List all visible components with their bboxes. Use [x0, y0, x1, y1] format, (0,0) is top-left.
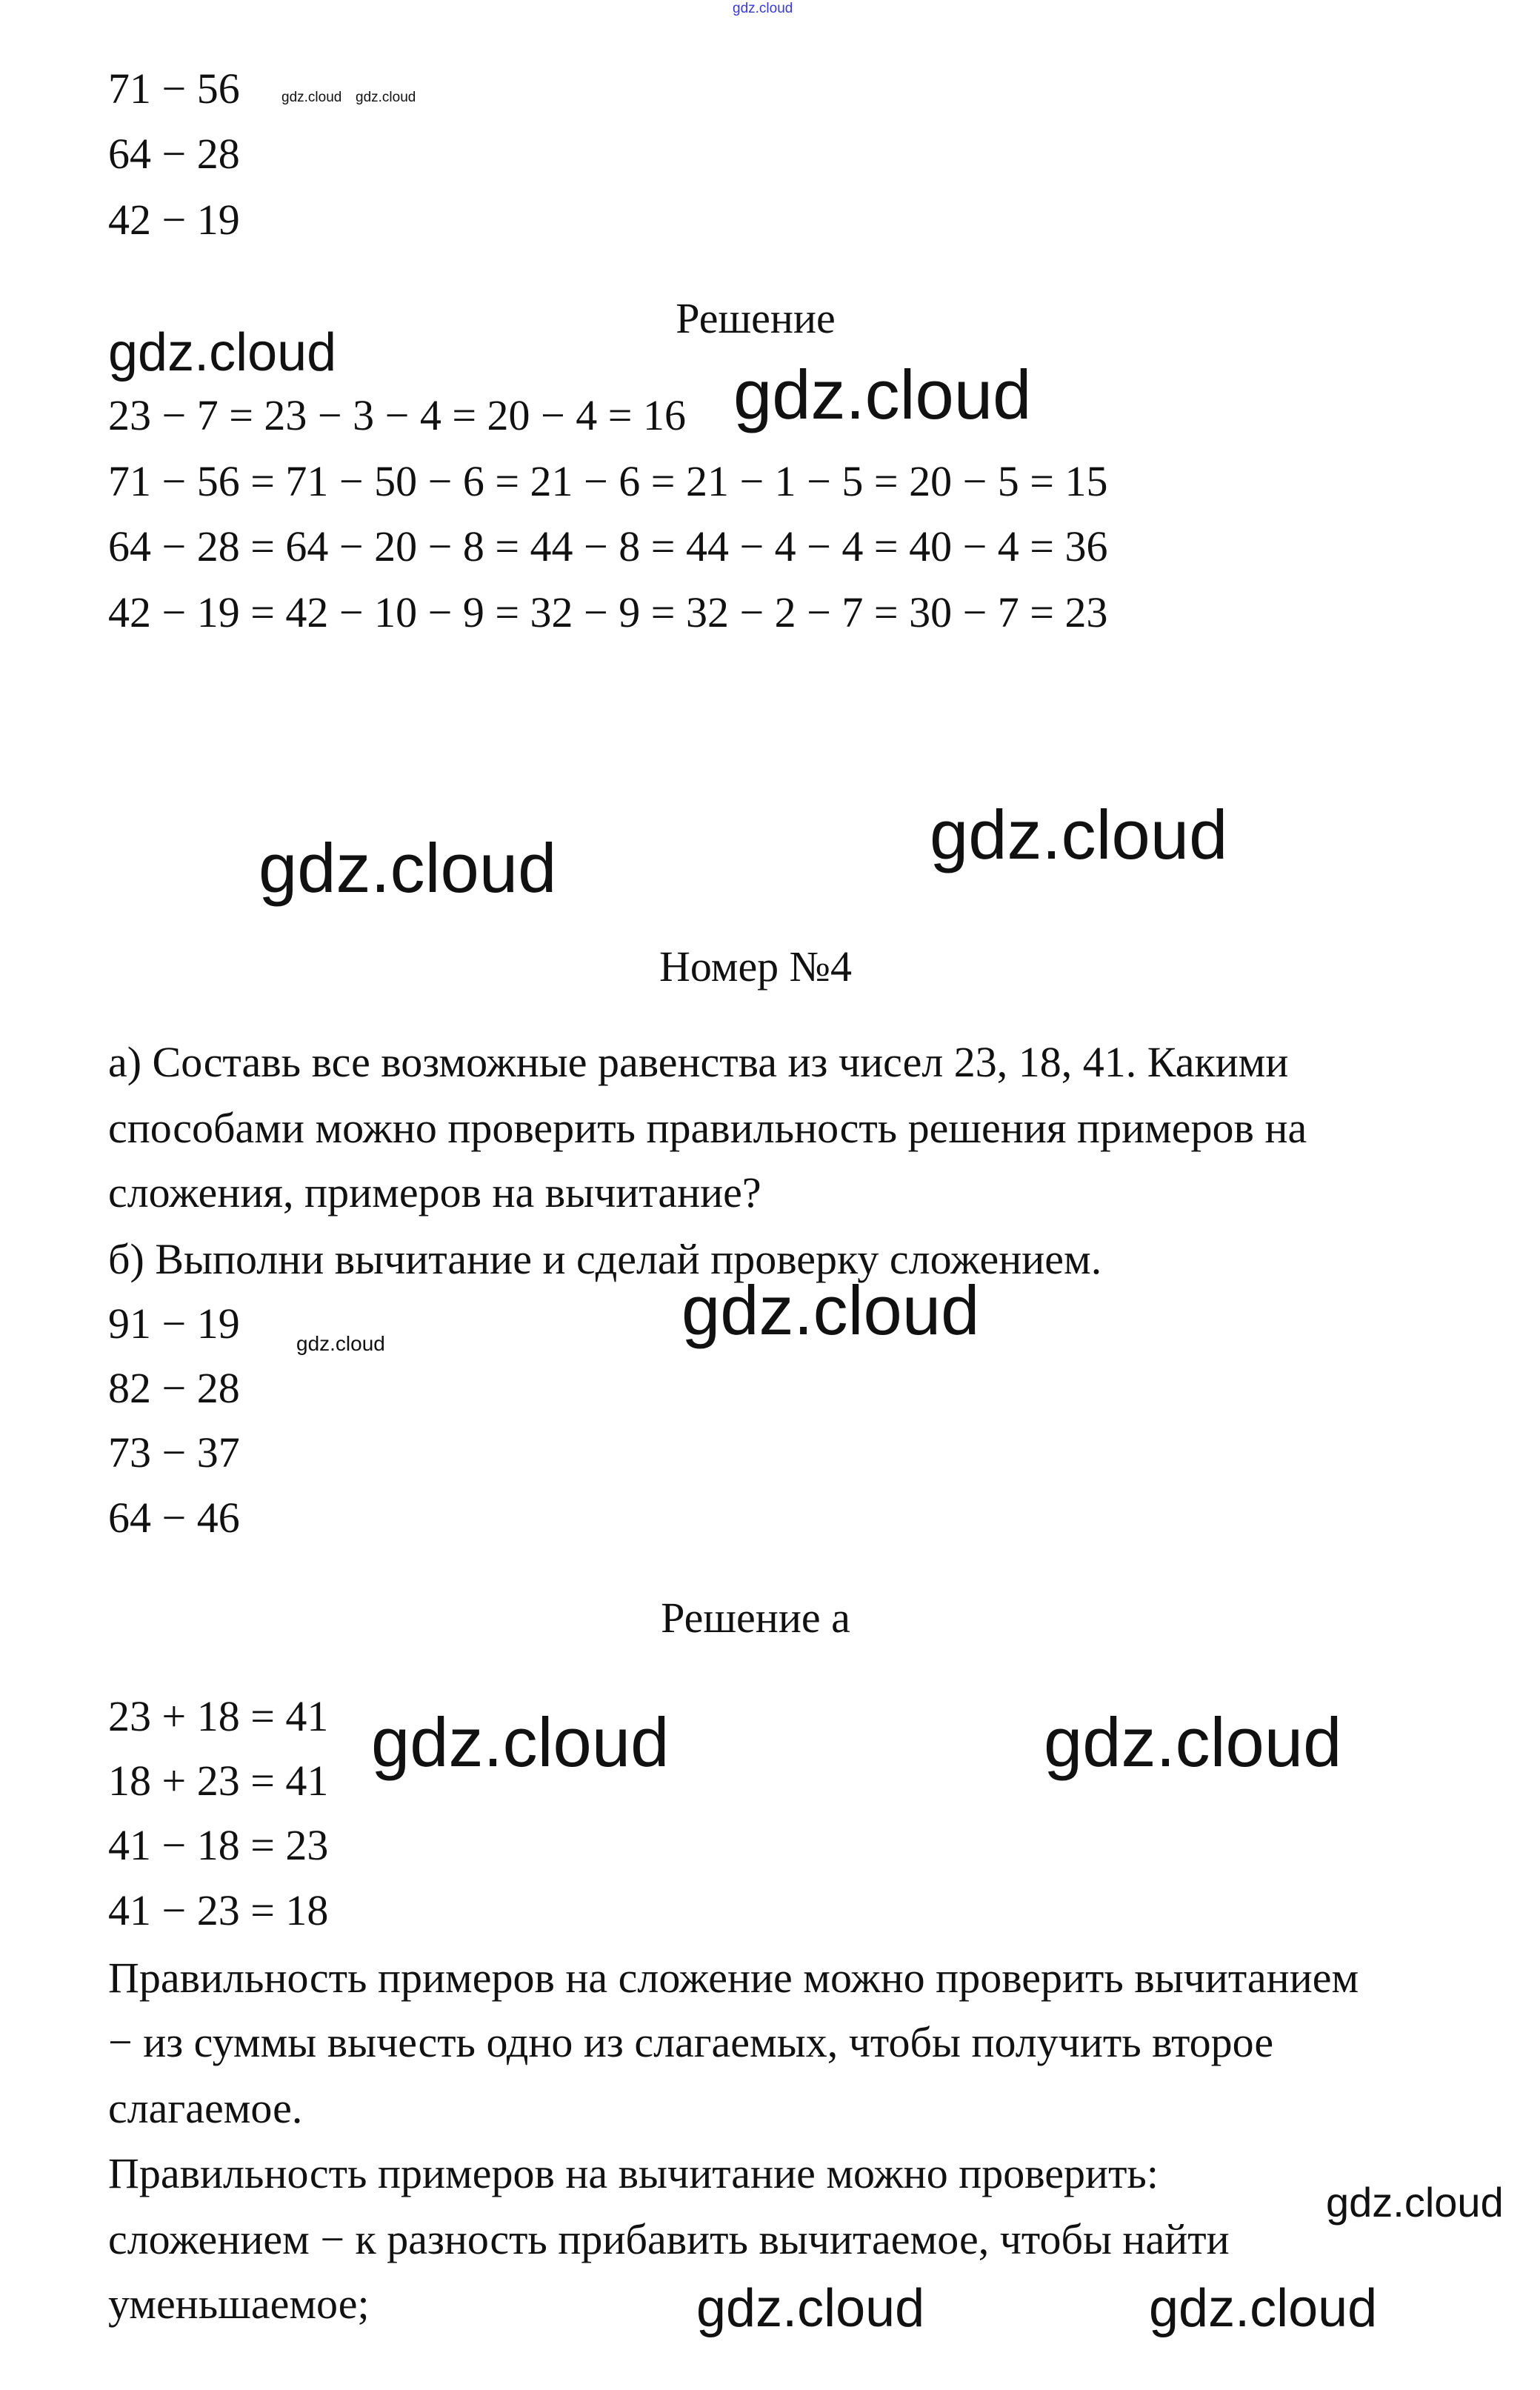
explanation-line: сложением − к разность прибавить вычитаемое, чтобы найти	[108, 2215, 1230, 2263]
explanation-line: уменьшаемое;	[108, 2280, 370, 2328]
watermark: gdz.cloud	[1149, 2279, 1378, 2338]
example-line: 64 − 46	[108, 1494, 240, 1542]
watermark: gdz.cloud	[281, 90, 342, 105]
watermark: gdz.cloud	[930, 796, 1228, 873]
example-line: 91 − 19	[108, 1299, 240, 1348]
explanation-line: слагаемое.	[108, 2084, 303, 2132]
watermark: gdz.cloud	[696, 2279, 925, 2338]
explanation-line: Правильность примеров на вычитание можно проверить:	[108, 2149, 1159, 2197]
solution-line: 71 − 56 = 71 − 50 − 6 = 21 − 6 = 21 − 1 − 5 = 20 − 5 = 15	[108, 457, 1108, 505]
solution-line: 23 − 7 = 23 − 3 − 4 = 20 − 4 = 16	[108, 391, 686, 439]
explanation-line: − из суммы вычесть одно из слагаемых, чтобы получить второе	[108, 2018, 1274, 2066]
watermark: gdz.cloud	[1326, 2179, 1504, 2226]
solution-line: 64 − 28 = 64 − 20 − 8 = 44 − 8 = 44 − 4 − 4 = 40 − 4 = 36	[108, 522, 1108, 570]
watermark: gdz.cloud	[371, 1703, 670, 1781]
watermark: gdz.cloud	[356, 90, 416, 105]
task-text-line: а) Составь все возможные равенства из чисел 23, 18, 41. Какими	[108, 1038, 1289, 1086]
example-line: 42 − 19	[108, 196, 240, 244]
watermark: gdz.cloud	[296, 1332, 385, 1355]
task-heading: Номер №4	[659, 942, 853, 991]
task-text-line: б) Выполни вычитание и сделай проверку сложением.	[108, 1235, 1102, 1283]
solution-line: 42 − 19 = 42 − 10 − 9 = 32 − 9 = 32 − 2 − 7 = 30 − 7 = 23	[108, 588, 1108, 636]
equation-line: 41 − 23 = 18	[108, 1886, 329, 1934]
watermark: gdz.cloud	[733, 356, 1032, 433]
example-line: 71 − 56	[108, 64, 240, 113]
watermark: gdz.cloud	[733, 1, 793, 16]
example-line: 73 − 37	[108, 1428, 240, 1477]
section-heading: Решение а	[661, 1594, 850, 1642]
example-line: 64 − 28	[108, 130, 240, 178]
section-heading: Решение	[676, 294, 836, 342]
task-text-line: способами можно проверить правильность решения примеров на	[108, 1104, 1307, 1152]
watermark: gdz.cloud	[681, 1271, 980, 1349]
watermark: gdz.cloud	[259, 829, 557, 907]
equation-line: 41 − 18 = 23	[108, 1821, 329, 1869]
watermark: gdz.cloud	[1044, 1703, 1342, 1781]
equation-line: 18 + 23 = 41	[108, 1757, 329, 1805]
task-text-line: сложения, примеров на вычитание?	[108, 1168, 761, 1216]
explanation-line: Правильность примеров на сложение можно проверить вычитанием	[108, 1954, 1359, 2002]
example-line: 82 − 28	[108, 1364, 240, 1412]
equation-line: 23 + 18 = 41	[108, 1692, 329, 1740]
watermark: gdz.cloud	[108, 323, 337, 382]
